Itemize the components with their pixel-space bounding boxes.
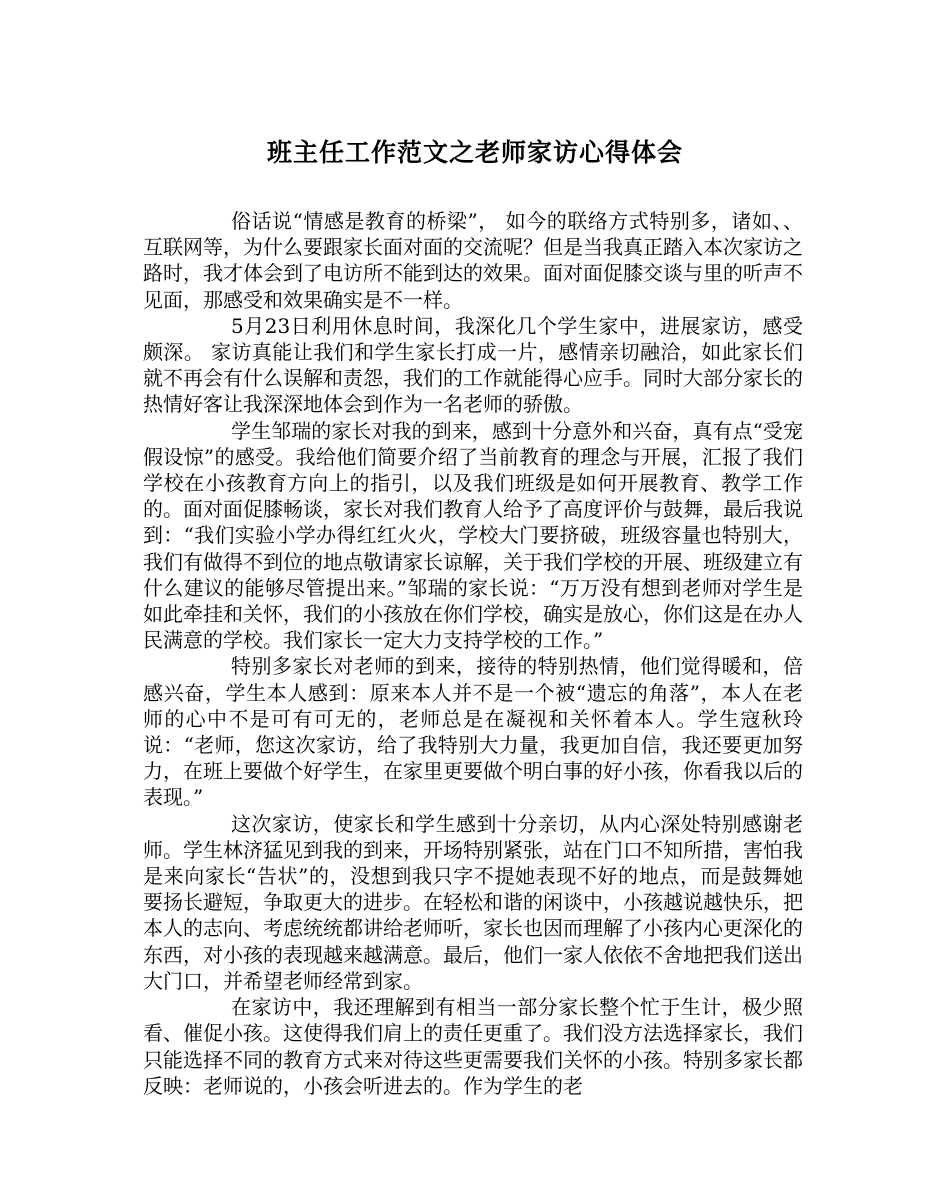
paragraph-6: 在家访中，我还理解到有相当一部分家长整个忙于生计，极少照看、催促小孩。这使得我们肩上的责任更重了。我们没方法选择家长，我们只能选择不同的教育方式来对待这些更需要我们关怀的小孩。特别多家长都反映：老师说的，小孩会听进去的。作为学生的老 bbox=[143, 995, 803, 1098]
document-body bbox=[143, 208, 803, 1099]
paragraph-3: 学生邹瑞的家长对我的到来，感到十分意外和兴奋，真有点“受宠假设惊”的感受。我给他们简要介绍了当前教育的理念与开展，汇报了我们学校在小孩教育方向上的指引，以及我们班级是如何开展教育、教学工作的。面对面促膝畅谈，家长对我们教育人给予了高度评价与鼓舞，最后我说到：“我们实验小学办得红红火火，学校大门要挤破，班级容量也特别大，我们有做得不到位的地点敬请家长谅解，关于我们学校的开展、班级建立有什么建议的能够尽管提出来。”邹瑞的家长说：“万万没有想到老师对学生是如此牵挂和关怀，我们的小孩放在你们学校，确实是放心，你们这是在办人民满意的学校。我们家长一定大力支持学校的工作。” bbox=[143, 418, 803, 653]
paragraph-1: 俗话说“情感是教育的桥梁”， 如今的联络方式特别多，诸如、、互联网等，为什么要跟家长面对面的交流呢？但是当我真正踏入本次家访之路时，我才体会到了电访所不能到达的效果。面对面促膝交谈与里的听声不见面，那感受和效果确实是不一样。 bbox=[143, 209, 803, 312]
paragraph-4: 特别多家长对老师的到来，接待的特别热情，他们觉得暖和，倍感兴奋，学生本人感到：原来本人并不是一个被“遗忘的角落”，本人在老师的心中不是可有可无的，老师总是在凝视和关怀着本人。学生寇秋玲说：“老师，您这次家访，给了我特别大力量，我更加自信，我还要更加努力，在班上要做个好学生，在家里更要做个明白事的好小孩，你看我以后的表现。” bbox=[143, 654, 803, 810]
paragraph-2: 5月23日利用休息时间，我深化几个学生家中，进展家访，感受颇深。 家访真能让我们和学生家长打成一片，感情亲切融洽，如此家长们就不再会有什么误解和责怨，我们的工作就能得心应手。同时大部分家长的热情好客让我深深地体会到作为一名老师的骄傲。 bbox=[143, 313, 803, 417]
document-title: 班主任工作范文之老师家访心得体会 bbox=[266, 138, 683, 167]
paragraph-5: 这次家访，使家长和学生感到十分亲切，从内心深处特别感谢老师。学生林济猛见到我的到来，开场特别紧张，站在门口不知所措，害怕我是来向家长“告状”的，没想到我只字不提她表现不好的地点，而是鼓舞她要扬长避短，争取更大的进步。在轻松和谐的闲谈中，小孩越说越快乐，把本人的志向、考虑统统都讲给老师听，家长也因而理解了小孩内心更深化的东西，对小孩的表现越来越满意。最后，他们一家人依依不舍地把我们送出大门口，并希望老师经常到家。 bbox=[143, 811, 803, 993]
